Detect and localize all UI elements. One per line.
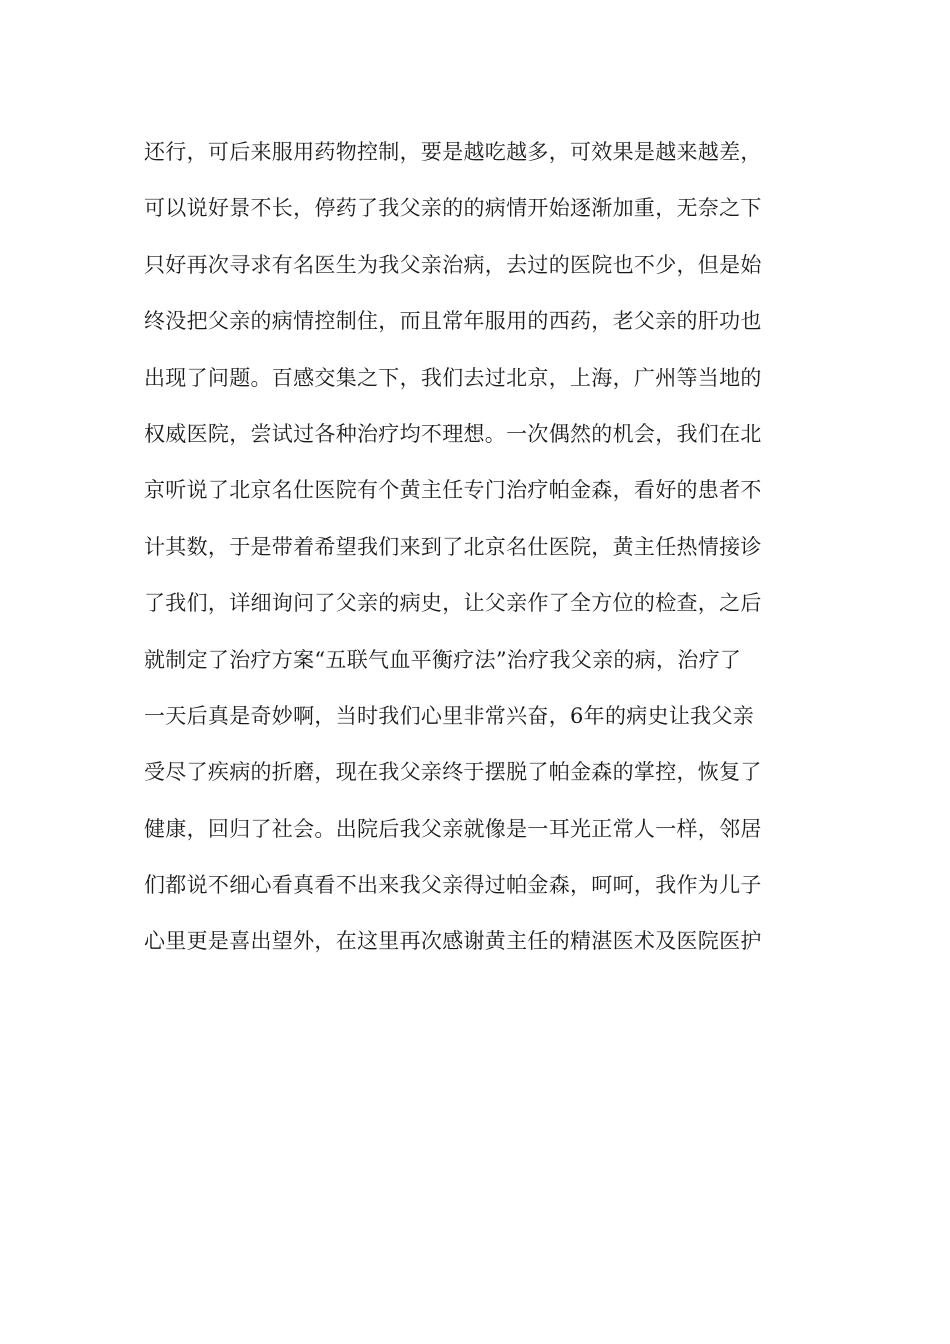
text-line: 心里更是喜出望外，在这里再次感谢黄主任的精湛医术及医院医护 [144, 929, 762, 954]
text-line: 健康，回归了社会。出院后我父亲就像是一耳光正常人一样，邻居 [144, 816, 762, 841]
text-line: 一天后真是奇妙啊，当时我们心里非常兴奋，6年的病史让我父亲 [144, 703, 755, 728]
text-line: 受尽了疾病的折磨，现在我父亲终于摆脱了帕金森的掌控，恢复了 [144, 760, 762, 785]
text-line: 可以说好景不长，停药了我父亲的的病情开始逐渐加重，无奈之下 [144, 196, 762, 221]
text-line: 了我们，详细询问了父亲的病史，让父亲作了全方位的检查，之后 [144, 591, 762, 616]
text-line: 京听说了北京名仕医院有个黄主任专门治疗帕金森，看好的患者不 [144, 478, 762, 503]
text-line: 出现了问题。百感交集之下，我们去过北京，上海，广州等当地的 [144, 365, 762, 390]
text-line: 还行，可后来服用药物控制，要是越吃越多，可效果是越来越差， [144, 140, 762, 164]
text-line: 只好再次寻求有名医生为我父亲治病，去过的医院也不少，但是始 [144, 252, 762, 277]
text-line: 终没把父亲的病情控制住，而且常年服用的西药，老父亲的肝功也 [144, 309, 762, 334]
body-text [144, 131, 814, 977]
text-line: 就制定了治疗方案“五联气血平衡疗法”治疗我父亲的病，治疗了 [144, 647, 742, 672]
text-line: 们都说不细心看真看不出来我父亲得过帕金森，呵呵，我作为儿子 [144, 873, 762, 898]
text-line: 计其数，于是带着希望我们来到了北京名仕医院，黄主任热情接诊 [144, 534, 762, 559]
text-line: 权威医院，尝试过各种治疗均不理想。一次偶然的机会，我们在北 [144, 421, 762, 446]
